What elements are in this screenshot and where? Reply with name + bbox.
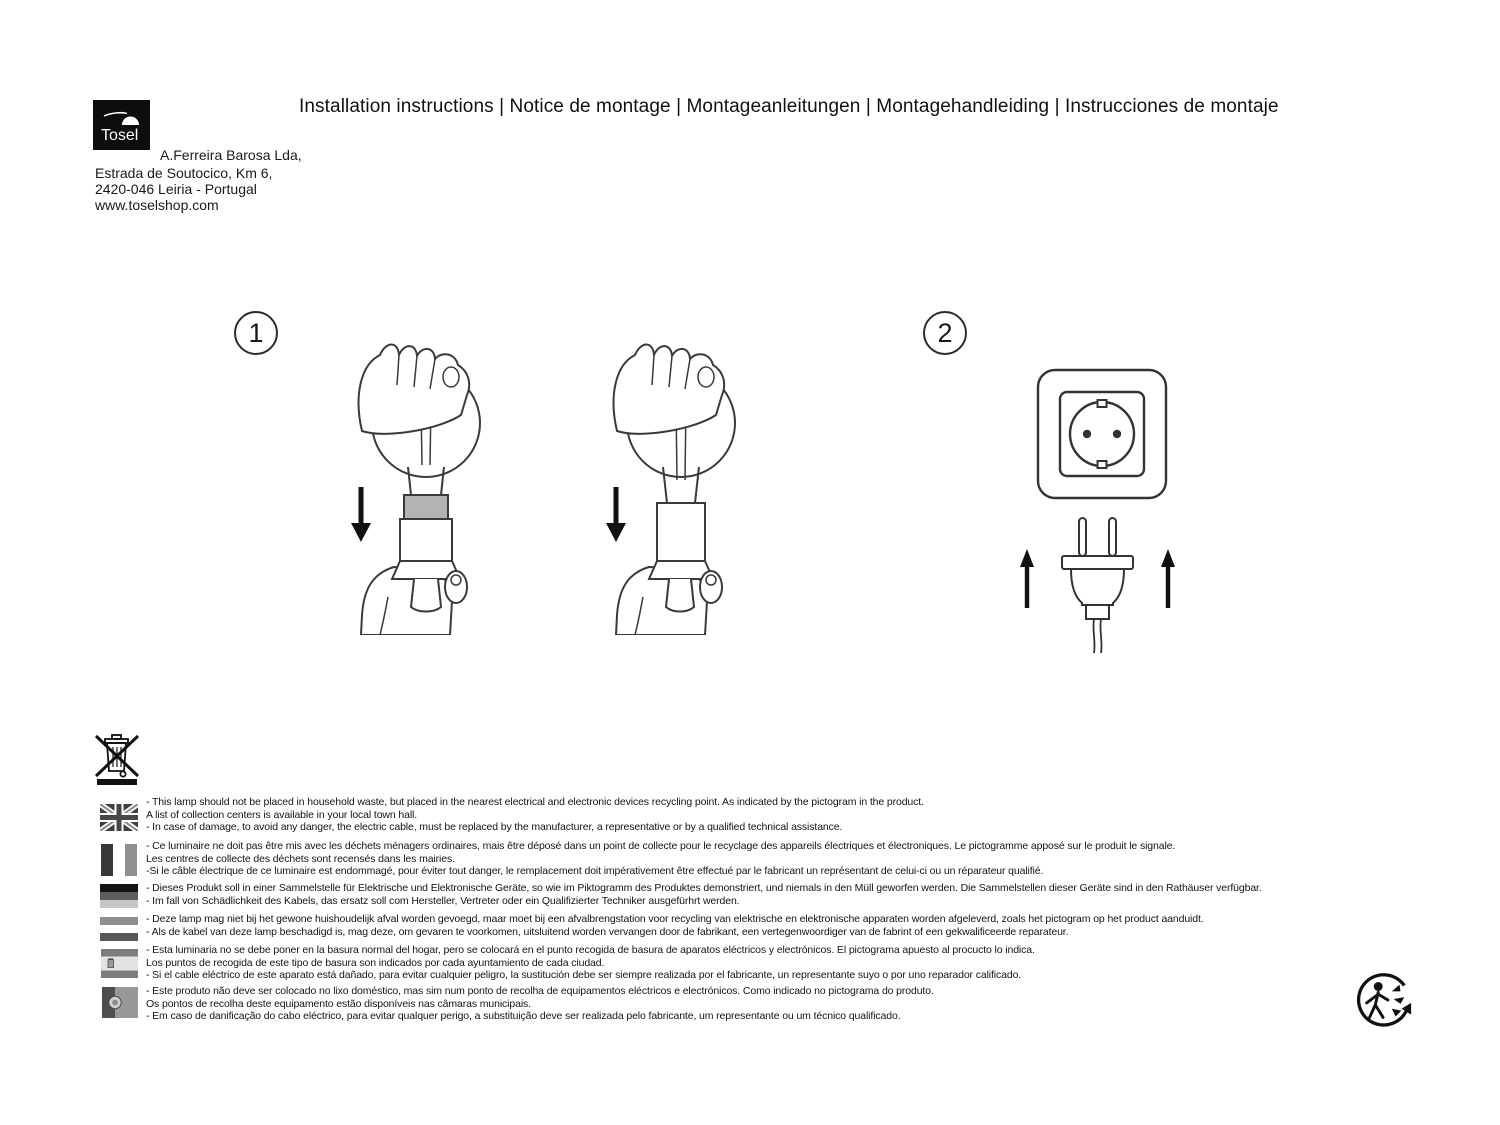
warning-line: - In case of damage, to avoid any danger, the electric cable, must be replaced by the manufacturer, a representative or by a qualified technical assistance. bbox=[146, 821, 843, 833]
up-arrow-icon bbox=[1161, 549, 1175, 608]
warning-text-fr bbox=[146, 840, 1175, 878]
company-website: www.toselshop.com bbox=[95, 197, 219, 213]
bulb-screwing-icon bbox=[328, 335, 508, 635]
warning-line: - Esta luminaria no se debe poner en la basura normal del hogar, pero se colocará en el punto recogida de basura de aparatos eléctricos y electrónicos. El pictograma apuesto al procucto lo indica. bbox=[146, 944, 1035, 956]
warning-line: - Si el cable eléctrico de este aparato está dañado, para evitar cualquier peligro, la sustitución debe ser siempre realizada por el fabricante, un representante suyo o por uno reparador calificado. bbox=[146, 969, 1022, 981]
warning-line: -Si le câble électrique de ce luminaire est endommagé, pour éviter tout danger, le remplacement doit impérativement être effectué par le fabricant un représentant de celui-ci ou un réparateur qualifié. bbox=[146, 865, 1044, 877]
france-flag-icon bbox=[101, 844, 137, 876]
warning-line: Les centres de collecte des déchets sont recensés dans les mairies. bbox=[146, 852, 455, 865]
warning-text-es bbox=[146, 944, 1035, 982]
warning-line: Los puntos de recogida de este tipo de basura son indicados por cada ayuntamiento de cada ciudad. bbox=[146, 956, 605, 969]
warning-text-en bbox=[146, 796, 924, 834]
warning-text-nl bbox=[146, 913, 1204, 938]
netherlands-flag-icon bbox=[100, 917, 138, 941]
warning-line: A list of collection centers is available in your local town hall. bbox=[146, 808, 418, 821]
triman-recycling-icon bbox=[1356, 972, 1414, 1030]
warning-line: - Deze lamp mag niet bij het gewone huishoudelijk afval worden gevoegd, maar moet bij een afvalbrengstation voor recycling van elektrische en elektronische apparaten worden afgeleverd, zoals het pictogram op het product aanduidt. bbox=[146, 913, 1204, 925]
warning-line: - Ce luminaire ne doit pas être mis avec les déchets ménagers ordinaires, mais être déposé dans un point de collecte pour le recyclage des appareils électriques et électroniques. Le pictogramme apposé sur le produit le signale. bbox=[146, 840, 1176, 852]
warning-line: - Dieses Produkt soll in einer Sammelstelle für Elektrische und Elektronische Geräte, so wie im Piktogramm des Produktes demonstriert, und niemals in den Müll geworfen werden. Die Sammelstellen dieser Geräte sind in den Rathäuser verfügbar. bbox=[146, 882, 1262, 894]
plug-illustration bbox=[1005, 515, 1195, 660]
weee-symbol bbox=[94, 730, 140, 791]
tosel-logo bbox=[93, 100, 150, 150]
warning-line: - Als de kabel van deze lamp beschadigd is, mag deze, om gevaren te voorkomen, uitsluitend worden vervangen door de fabrikant, een vertegenwoordiger van de fabrint of een gekwalificeerde reparateur. bbox=[146, 925, 1069, 938]
warning-line: - This lamp should not be placed in household waste, but placed in the nearest electrical and electronic devices recycling point. As indicated by the pictogram in the product. bbox=[146, 796, 924, 808]
warning-text-de bbox=[146, 882, 1262, 907]
schuko-outlet-icon bbox=[1035, 367, 1169, 501]
company-name: A.Ferreira Barosa Lda, bbox=[160, 147, 302, 163]
germany-flag-icon bbox=[100, 884, 138, 908]
bulb-install-illustration-2 bbox=[583, 335, 763, 640]
crossed-out-wheelie-bin-icon bbox=[94, 730, 140, 786]
up-arrow-icon bbox=[1020, 549, 1034, 608]
page-title: Installation instructions | Notice de montage | Montageanleitungen | Montagehandleiding | Instrucciones de montaje bbox=[299, 96, 1279, 117]
tosel-logo-icon bbox=[93, 100, 150, 150]
spain-flag-icon bbox=[101, 949, 138, 978]
bulb-install-illustration-1 bbox=[328, 335, 508, 640]
step-1-number: 1 bbox=[248, 317, 264, 348]
warning-line: - Im fall von Schädlichkeit des Kabels, das ersatz soll com Hersteller, Vertreter oder ein Qualifizierter Techniker ausgefürhrt werden. bbox=[146, 894, 740, 907]
down-arrow-icon bbox=[606, 487, 626, 542]
warning-text-pt bbox=[146, 985, 934, 1023]
logo-text: Tosel bbox=[101, 127, 139, 144]
bulb-screwing-icon bbox=[583, 335, 763, 635]
warning-line: Os pontos de recolha deste equipamento estão disponíveis nas câmaras municipais. bbox=[146, 997, 531, 1010]
company-address-line2: 2420-046 Leiria - Portugal bbox=[95, 181, 257, 197]
down-arrow-icon bbox=[351, 487, 371, 542]
two-prong-plug-icon bbox=[1005, 515, 1195, 655]
company-address-line1: Estrada de Soutocico, Km 6, bbox=[95, 165, 273, 181]
uk-flag-icon bbox=[100, 804, 138, 831]
portugal-flag-icon bbox=[102, 987, 138, 1018]
wall-outlet-illustration bbox=[1035, 367, 1169, 506]
step-1-badge bbox=[234, 311, 278, 355]
step-2-number: 2 bbox=[937, 317, 953, 348]
warning-line: - Em caso de danificação do cabo eléctrico, para evitar qualquer perigo, a substituição deve ser realizada pelo fabricante, um representante ou um técnico qualificado. bbox=[146, 1010, 901, 1022]
step-2-badge bbox=[923, 311, 967, 355]
warning-line: - Este produto não deve ser colocado no lixo doméstico, mas sim num ponto de recolha de equipamentos eléctricos e electrónicos. Como indicado no pictograma do produto. bbox=[146, 985, 934, 997]
triman-symbol bbox=[1356, 972, 1414, 1035]
